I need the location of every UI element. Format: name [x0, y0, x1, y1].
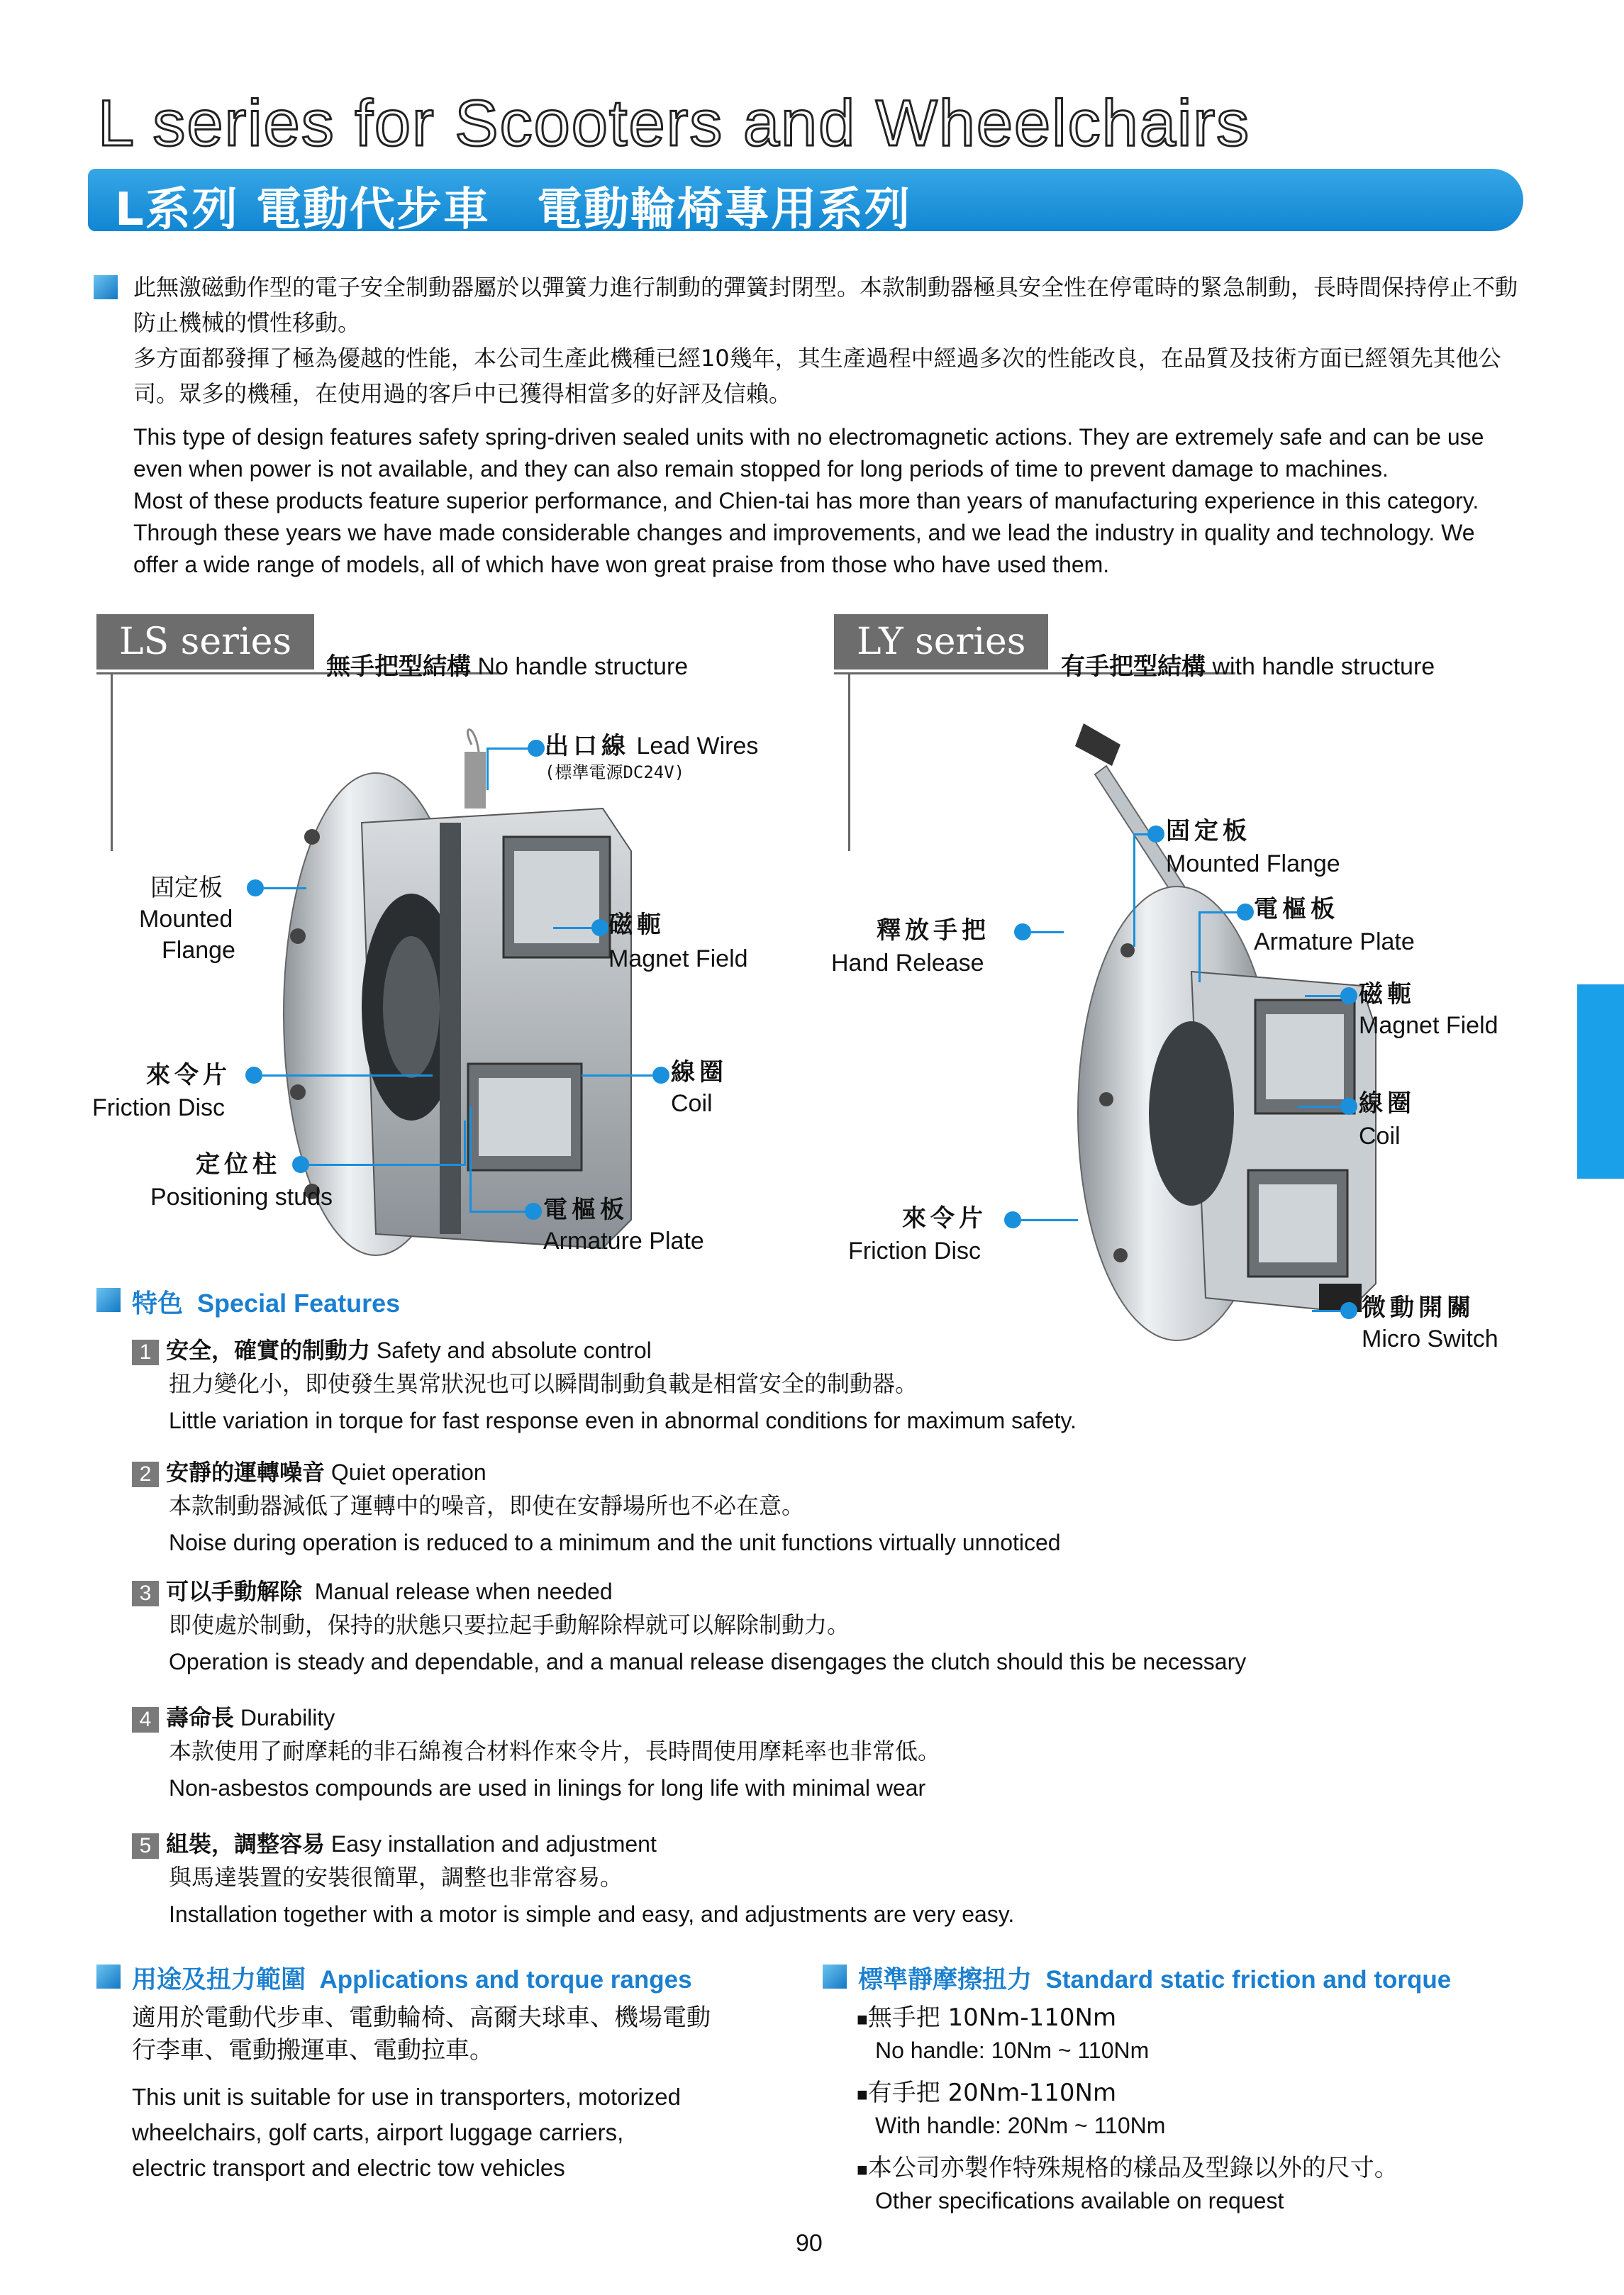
ly-label-armature-en: Armature Plate	[1254, 928, 1415, 955]
features-heading: 特色 Special Features	[132, 1289, 401, 1318]
applications-en-3: electric transport and electric tow vehicles	[132, 2155, 565, 2181]
intro-zh-1: 此無激磁動作型的電子安全制動器屬於以彈簧力進行制動的彈簧封閉型。本款制動器極具安全性在停電時的緊急制動，長時間保持停止不動防止機械的慣性移動。	[133, 274, 1518, 336]
callout-dot	[247, 879, 264, 896]
ls-label-friction-disc-zh: 來令片	[146, 1061, 231, 1089]
callout-line	[464, 1121, 466, 1166]
ls-label-lead-wires-note: (標準電源DC24V)	[545, 762, 685, 782]
callout-line	[1198, 911, 1201, 982]
ls-label-magnet-field-zh: 磁軛	[608, 911, 665, 939]
callout-line	[1031, 931, 1064, 933]
ls-label-mounted-flange-en2: Flange	[162, 937, 235, 964]
callout-dot	[1004, 1211, 1021, 1228]
torque-item-1-en: No handle: 10Nm ~ 110Nm	[875, 2038, 1150, 2063]
intro-en-1: This type of design features safety spring-driven sealed units with no electromagnetic actions. They are extremely safe and can be use even when power is not available, and they can also remain stopped for long periods of time to prevent damage to machines.	[133, 424, 1484, 482]
ls-side-line	[111, 672, 113, 851]
page-number: 90	[796, 2230, 823, 2257]
torque-item-1: ■無手把 10Nm-110Nm	[857, 2004, 1117, 2032]
callout-dot	[1340, 1302, 1357, 1319]
ly-label-coil-zh: 線圈	[1359, 1089, 1416, 1118]
callout-line	[264, 887, 306, 889]
callout-line	[469, 1211, 526, 1213]
feature-item-5: 5 組裝，調整容易 Easy installation and adjustment 與馬達裝置的安裝很簡單，調整也非常容易。 Installation together with a motor is simple and easy, and adjustments are very easy.	[132, 1830, 1014, 1933]
callout-line	[1021, 1219, 1078, 1221]
applications-heading: 用途及扭力範圍 Applications and torque ranges	[132, 1965, 692, 1994]
ly-subtitle: 有手把型結構 with handle structure	[1061, 652, 1435, 681]
ls-label-mounted-flange-zh: 固定板	[150, 874, 223, 901]
applications-zh-1: 適用於電動代步車、電動輪椅、高爾夫球車、機場電動	[132, 2004, 711, 2032]
ly-series-tab: LY series	[834, 614, 1048, 669]
ly-label-friction-disc-zh: 來令片	[902, 1204, 987, 1233]
callout-line	[1133, 833, 1149, 835]
callout-dot	[652, 1067, 669, 1084]
ly-label-friction-disc-en: Friction Disc	[848, 1238, 981, 1265]
square-bullet-small-icon: ■	[857, 2084, 868, 2105]
torque-heading: 標準靜摩擦扭力 Standard static friction and torque	[858, 1965, 1452, 1994]
ls-subtitle: 無手把型結構 No handle structure	[326, 652, 689, 681]
intro-zh-2: 多方面都發揮了極為優越的性能，本公司生產此機種已經10幾年，其生產過程中經過多次的性能改良，在品質及技術方面已經領先其他公司。眾多的機種，在使用過的客戶中已獲得相當多的好評及信賴。	[133, 345, 1501, 407]
callout-dot	[1147, 826, 1164, 843]
ly-label-armature-zh: 電樞板	[1254, 895, 1339, 923]
ly-label-micro-switch-zh: 微動開關	[1362, 1294, 1475, 1322]
callout-line	[1298, 1106, 1342, 1108]
callout-line	[1133, 833, 1135, 947]
callout-dot	[1340, 987, 1357, 1004]
ls-label-coil-en: Coil	[671, 1090, 713, 1117]
ly-label-mounted-flange-zh: 固定板	[1166, 817, 1251, 845]
applications-en-1: This unit is suitable for use in transporters, motorized	[132, 2084, 682, 2110]
square-bullet-small-icon: ■	[857, 2008, 868, 2030]
feature-item-4: 4 壽命長 Durability 本款使用了耐摩耗的非石綿複合材料作來令片，長時間使用摩耗率也非常低。 Non-asbestos compounds are used in linings for long life with minimal wear	[132, 1704, 940, 1806]
callout-line	[553, 927, 593, 929]
ls-label-positioning-en: Positioning studs	[150, 1184, 333, 1211]
torque-item-3-en: Other specifications available on request	[875, 2188, 1284, 2213]
intro-en-2: Most of these products feature superior performance, and Chien-tai has more than years of manufacturing experience in this category. Through these years we have made considerable changes and improvements, and we lead the industry in quality and technology. We offer a wide range of models, all of which have won great praise from those who have used them.	[133, 488, 1479, 577]
callout-line	[1198, 911, 1238, 913]
callout-dot	[1237, 904, 1254, 921]
feature-item-1: 1 安全，確實的制動力 Safety and absolute control 扭力變化小，即使發生異常狀況也可以瞬間制動負載是相當安全的制動器。 Little variation in torque for fast response even in abnormal conditions for maximum safety.	[132, 1336, 1077, 1439]
callout-dot	[292, 1156, 309, 1173]
square-bullet-icon	[96, 1288, 121, 1312]
banner-text: L系列 電動代步車 電動輪椅專用系列	[115, 184, 912, 236]
page-title: L series for Scooters and Wheelchairs	[98, 87, 1251, 160]
applications-zh-2: 行李車、電動搬運車、電動拉車。	[132, 2036, 494, 2065]
side-tab	[1577, 984, 1624, 1179]
applications-en-2: wheelchairs, golf carts, airport luggage carriers,	[132, 2119, 624, 2145]
torque-item-3: ■本公司亦製作特殊規格的樣品及型錄以外的尺寸。	[857, 2154, 1398, 2182]
ls-label-coil-zh: 線圈	[671, 1058, 728, 1087]
square-bullet-small-icon: ■	[857, 2159, 868, 2180]
torque-item-2: ■有手把 20Nm-110Nm	[857, 2079, 1117, 2107]
title-banner	[88, 169, 1523, 236]
callout-dot	[528, 740, 545, 757]
ly-side-line	[848, 672, 850, 851]
callout-line	[486, 748, 489, 790]
callout-line	[1305, 995, 1342, 997]
callout-line	[309, 1164, 465, 1166]
square-bullet-icon	[96, 1965, 121, 1989]
ls-series-tab: LS series	[96, 614, 314, 669]
ly-label-micro-switch-en: Micro Switch	[1362, 1326, 1498, 1352]
callout-dot	[245, 1067, 262, 1084]
callout-line	[469, 1106, 472, 1213]
ls-label-armature-en: Armature Plate	[543, 1228, 704, 1255]
ls-label-lead-wires: 出口線 Lead Wires	[545, 732, 759, 760]
feature-item-2: 2 安靜的運轉噪音 Quiet operation 本款制動器減低了運轉中的噪音，即使在安靜場所也不必在意。 Noise during operation is reduced to a minimum and the unit functions virtually unnoticed	[132, 1458, 1061, 1561]
ly-label-hand-release-zh: 釋放手把	[877, 916, 990, 945]
callout-line	[1312, 1310, 1342, 1312]
ls-label-friction-disc-en: Friction Disc	[92, 1094, 226, 1121]
ls-label-magnet-field-en: Magnet Field	[608, 945, 748, 972]
callout-dot	[591, 919, 608, 936]
callout-dot	[1340, 1098, 1357, 1115]
torque-item-2-en: With handle: 20Nm ~ 110Nm	[875, 2113, 1166, 2138]
callout-dot	[525, 1203, 542, 1220]
square-bullet-icon	[94, 275, 118, 299]
ly-label-magnet-field-en: Magnet Field	[1359, 1012, 1498, 1039]
ly-label-mounted-flange-en: Mounted Flange	[1166, 850, 1340, 877]
ls-label-armature-zh: 電樞板	[543, 1196, 628, 1224]
callout-line	[486, 748, 529, 750]
feature-item-3: 3 可以手動解除 Manual release when needed 即使處於制動，保持的狀態只要拉起手動解除桿就可以解除制動力。 Operation is steady and dependable, and a manual release disengages the clutch should this be necessary	[132, 1577, 1246, 1680]
square-bullet-icon	[823, 1965, 847, 1989]
ly-label-magnet-field-zh: 磁軛	[1359, 980, 1416, 1008]
callout-line	[262, 1074, 433, 1077]
ls-label-mounted-flange-en1: Mounted	[139, 906, 233, 933]
ly-label-hand-release-en: Hand Release	[831, 950, 984, 977]
ly-label-coil-en: Coil	[1359, 1123, 1401, 1150]
callout-dot	[1014, 923, 1031, 940]
ls-label-positioning-zh: 定位柱	[196, 1150, 281, 1179]
callout-line	[582, 1074, 652, 1077]
